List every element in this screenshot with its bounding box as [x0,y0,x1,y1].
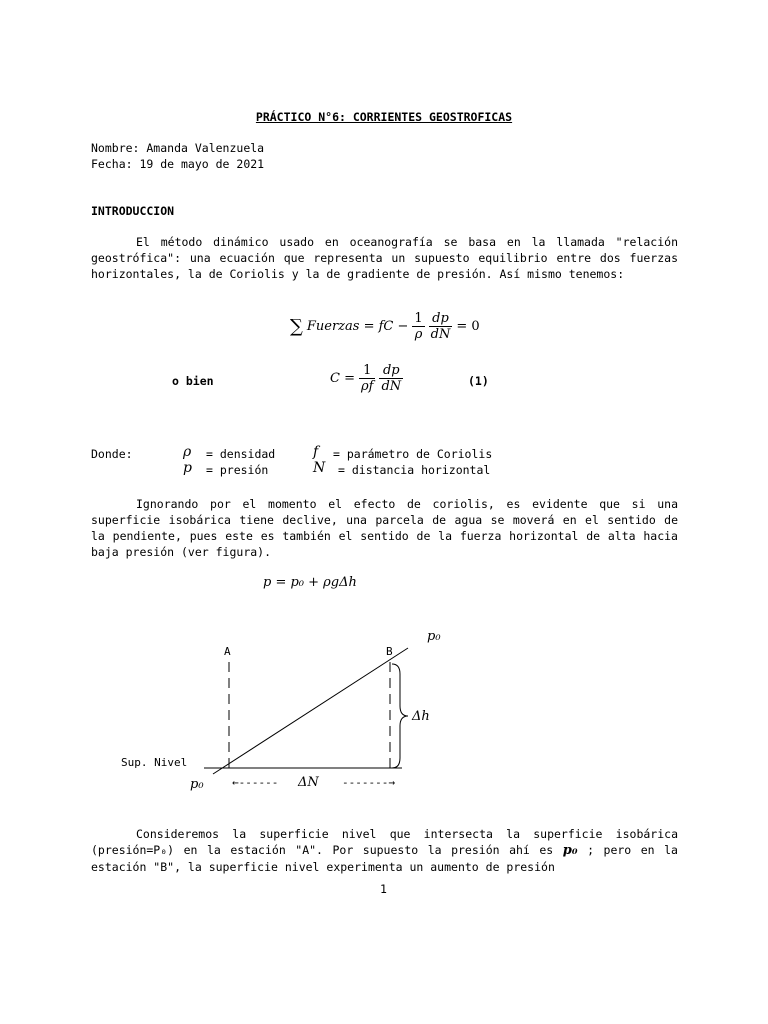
eq2-frac2: $\frac{dp}{dN}$ [381,363,402,394]
o-bien-label: o bien [172,374,214,388]
label-p0-top: p₀ [427,629,441,644]
student-name: Nombre: Amanda Valenzuela [91,141,265,155]
label-delta-n: ΔN [298,775,319,790]
eq1-rhs: = 0 [456,319,480,334]
sum-symbol: ∑ [290,316,303,337]
def-text-n: = distancia horizontal [338,463,491,477]
equation-number: (1) [468,374,489,388]
conclusion-part2: ; pero en la estación "B", la superficie nivel experimenta un aumento de presión [91,843,678,874]
label-station-b: B [386,645,393,658]
conclusion-paragraph [91,826,678,875]
conclusion-part1: Consideremos la superficie nivel que intersecta la superficie isobárica (presión=P₀) en la estación "A". Por supuesto la presión ahí es [91,827,678,857]
def-symbol-f: f [313,444,319,460]
conclusion-p0-symbol: p₀ [562,843,578,858]
label-delta-h: Δh [412,709,430,724]
donde-label: Donde: [91,447,133,461]
eq1-frac1: $\frac{1}{\rho}$ [414,311,423,342]
def-text-f: = parámetro de Coriolis [333,447,493,461]
isobaric-surface-line [213,648,408,774]
eq1-lhs: Fuerzas = fC − [306,319,409,334]
label-p0-bottom: p₀ [190,777,204,792]
def-text-rho: = densidad [206,447,276,461]
eq1-frac2: $\frac{dp}{dN}$ [430,311,451,342]
equation-geostrophic [330,363,403,394]
isobaric-diagram [0,620,768,800]
eq2-lhs: C = [330,371,355,386]
def-symbol-n: N [313,460,326,476]
date: Fecha: 19 de mayo de 2021 [91,157,265,171]
label-station-a: A [224,645,231,658]
page-number: 1 [380,882,387,896]
eq2-frac1: $\frac{1}{\rho f}$ [360,363,374,394]
def-symbol-rho: ρ [183,444,192,460]
equation-forces [290,311,480,342]
def-symbol-p: p [183,460,192,476]
page-title: PRÁCTICO N°6: CORRIENTES GEOSTROFICAS [255,110,513,124]
section-heading: INTRODUCCION [91,204,175,218]
arrow-left: ←------ [232,776,279,789]
label-sup-nivel: Sup. Nivel [121,756,188,769]
equation-pressure: p = p₀ + ρgΔh [263,575,357,590]
slope-paragraph: Ignorando por el momento el efecto de coriolis, es evidente que si una superficie isobárica tiene declive, una parcela de agua se moverá en el sentido de la pendiente, pues este es también el sentido de la fuerza horizontal de alta hacia baja presión (ver figura). [91,497,678,559]
def-text-p: = presión [206,463,269,477]
arrow-right: -------→ [342,776,395,789]
delta-h-brace [392,664,408,768]
intro-paragraph: El método dinámico usado en oceanografía se basa en la llamada "relación geostrófica": una ecuación que representa un supuesto equilibrio entre dos fuerzas horizontales, la de Coriolis y la de gradiente de presión. Así mismo tenemos: [91,235,678,281]
